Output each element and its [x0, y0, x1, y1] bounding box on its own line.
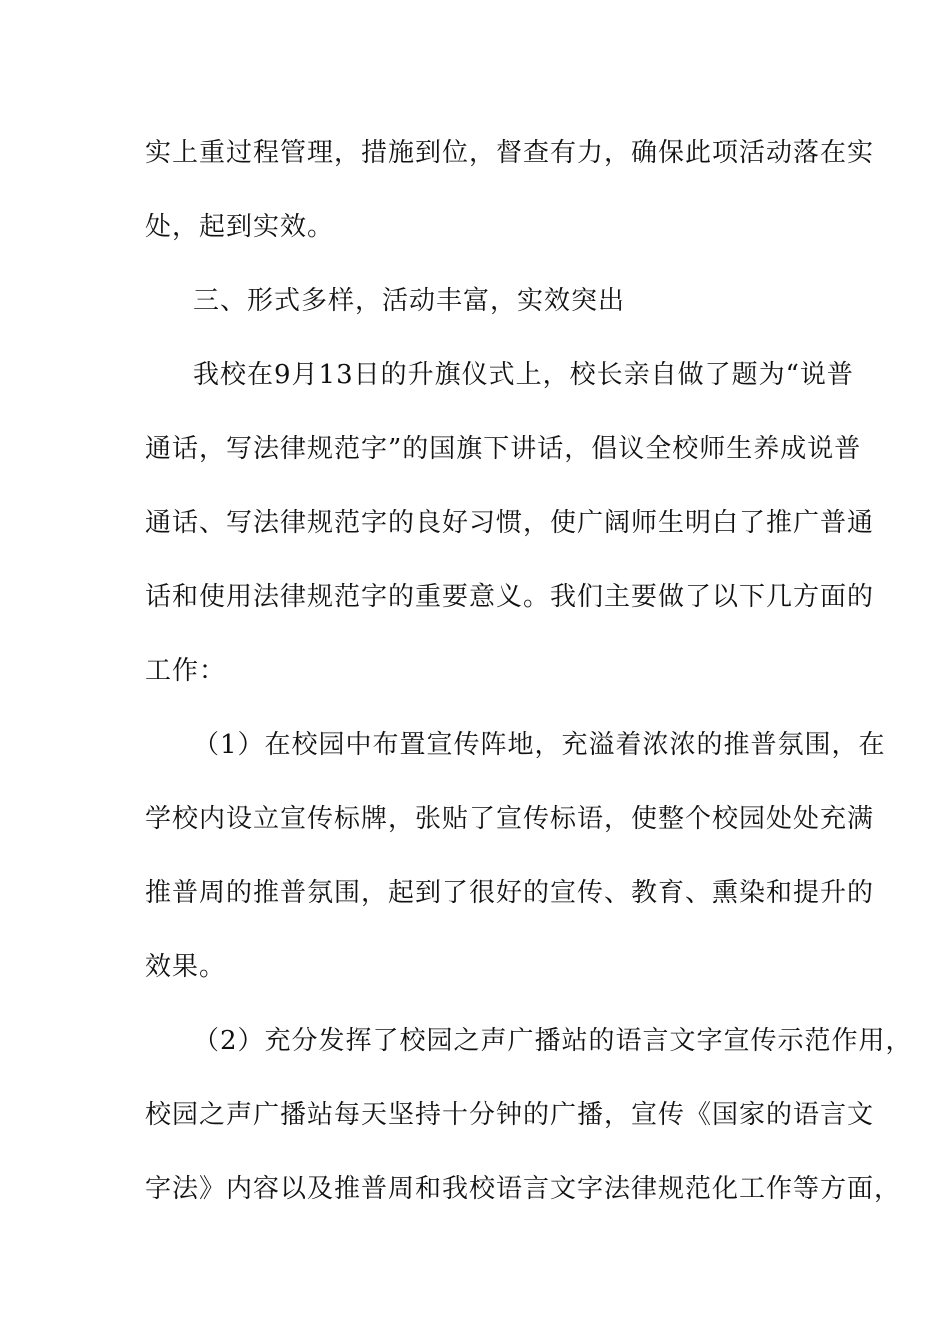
text-line: 推普周的推普氛围，起到了很好的宣传、教育、熏染和提升的	[145, 878, 875, 908]
section-heading	[145, 274, 817, 328]
text-line: 实上重过程管理，措施到位，督查有力，确保此项活动落在实	[145, 138, 875, 168]
text-line: （1）在校园中布置宣传阵地，充溢着浓浓的推普氛围，在	[193, 730, 886, 760]
text-line: 效果。	[145, 952, 227, 982]
text-line: 字法》内容以及推普周和我校语言文字法律规范化工作等方面，	[145, 1174, 902, 1204]
text-line: 我校在9月13日的升旗仪式上，校长亲自做了题为“说普	[193, 360, 854, 390]
text-line: 校园之声广播站每天坚持十分钟的广播，宣传《国家的语言文	[145, 1100, 875, 1130]
text-line: （2）充分发挥了校园之声广播站的语言文字宣传示范作用，	[193, 1026, 913, 1056]
text-line: 工作：	[145, 656, 227, 686]
text-line: 三、形式多样，活动丰富，实效突出	[193, 286, 626, 316]
text-line: 处，起到实效。	[145, 212, 335, 242]
text-line: 通话，写法律规范字”的国旗下讲话，倡议全校师生养成说普	[145, 434, 862, 464]
paragraph-item-2	[145, 1014, 913, 1216]
paragraph-item-1	[145, 718, 886, 994]
paragraph-intro	[145, 348, 875, 698]
text-line: 话和使用法律规范字的重要意义。我们主要做了以下几方面的	[145, 582, 875, 612]
paragraph-continuation	[145, 126, 875, 254]
text-line: 通话、写法律规范字的良好习惯，使广阔师生明白了推广普通	[145, 508, 875, 538]
document-body	[145, 126, 913, 1216]
text-line: 学校内设立宣传标牌，张贴了宣传标语，使整个校园处处充满	[145, 804, 875, 834]
